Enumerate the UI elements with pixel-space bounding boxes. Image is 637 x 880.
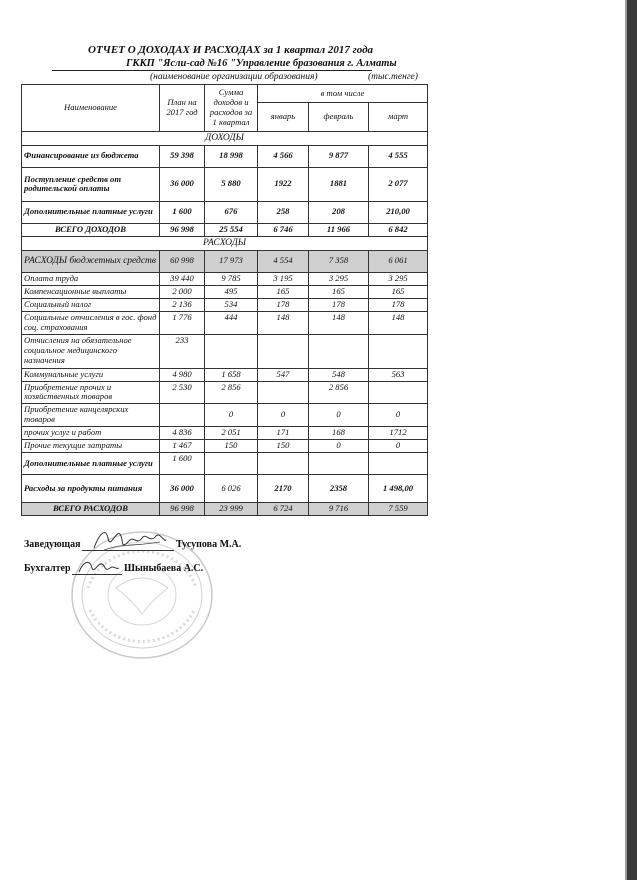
cell-mar: 563 [369,368,428,381]
cell-plan: 1 600 [160,453,205,475]
cell-mar: 7 559 [369,503,428,516]
table-row [22,404,428,427]
row-name: Оплата труда [22,272,160,285]
cell-jan: 148 [258,311,309,334]
cell-jan: 4 554 [258,250,309,272]
cell-feb: 11 966 [309,223,369,236]
cell-mar: 165 [369,285,428,298]
cell-plan: 96 998 [160,223,205,236]
cell-mar [369,453,428,475]
col-header-plan: План на 2017 год [160,85,205,132]
cell-mar: 1712 [369,427,428,440]
cell-feb: 148 [309,311,369,334]
cell-mar: 178 [369,298,428,311]
cell-jan [258,334,309,368]
cell-mar: 3 295 [369,272,428,285]
table-row [22,285,428,298]
cell-jan: 178 [258,298,309,311]
cell-feb [309,334,369,368]
row-name: Приобретение канцелярских товаров [22,404,160,427]
row-name: Коммунальные услуги [22,368,160,381]
col-header-feb: февраль [309,103,369,132]
row-name: Поступление средств от родительской оплаты [22,167,160,201]
table-row [22,167,428,201]
row-name: Расходы за продукты питания [22,475,160,503]
cell-mar [369,381,428,404]
cell-plan: 96 998 [160,503,205,516]
cell-mar: 2 077 [369,167,428,201]
cell-jan: 1922 [258,167,309,201]
head-signature [90,524,170,556]
row-name: РАСХОДЫ бюджетных средств [22,250,160,272]
cell-feb: 0 [309,440,369,453]
accountant-role-label: Бухгалтер [24,563,71,574]
row-name: Дополнительные платные услуги [22,201,160,223]
cell-jan: 0 [258,404,309,427]
cell-sum [205,334,258,368]
organization-underline [52,70,372,71]
cell-sum: 18 998 [205,145,258,167]
cell-mar: 6 842 [369,223,428,236]
cell-sum: 0 [205,404,258,427]
row-name: Приобретение прочих и хозяйственных товаров [22,381,160,404]
row-name: Прочие текущие затраты [22,440,160,453]
paid-services-row [22,453,428,475]
cell-sum: 23 999 [205,503,258,516]
cell-plan: 36 000 [160,475,205,503]
cell-mar: 210,00 [369,201,428,223]
table-row [22,440,428,453]
cell-plan: 1 467 [160,440,205,453]
head-name: Тусупова М.А. [176,539,242,550]
cell-mar: 1 498,00 [369,475,428,503]
row-name: ВСЕГО РАСХОДОВ [22,503,160,516]
col-header-sum: Сумма доходов и расходов за 1 квартал [205,85,258,132]
cell-mar: 4 555 [369,145,428,167]
cell-sum: 9 785 [205,272,258,285]
cell-plan: 36 000 [160,167,205,201]
cell-mar: 0 [369,404,428,427]
cell-jan: 258 [258,201,309,223]
table-row [22,427,428,440]
col-header-including: в том числе [258,85,428,103]
row-name: Социальный налог [22,298,160,311]
income-total-row [22,223,428,236]
cell-feb: 0 [309,404,369,427]
cell-jan [258,453,309,475]
table-row [22,311,428,334]
cell-jan: 3 195 [258,272,309,285]
cell-sum: 495 [205,285,258,298]
scan-border [627,0,637,880]
accountant-name: Шыныбаева А.С. [124,563,204,574]
section-expense [22,236,428,250]
organization-name: ГККП "Ясли-сад №16 "Управление бразования г. Алматы [126,58,397,69]
row-name: Социальные отчисления в гос. фонд соц. страхования [22,311,160,334]
cell-sum: 25 554 [205,223,258,236]
table-row [22,145,428,167]
cell-feb: 9 716 [309,503,369,516]
cell-feb: 168 [309,427,369,440]
cell-plan: 1 776 [160,311,205,334]
organization-caption: (наименование организации образования) [150,72,318,82]
cell-jan: 6 746 [258,223,309,236]
col-header-mar: март [369,103,428,132]
row-name: Дополнительные платные услуги [22,453,160,475]
cell-plan: 233 [160,334,205,368]
cell-sum: 534 [205,298,258,311]
cell-plan: 4 980 [160,368,205,381]
section-title-expense: РАСХОДЫ [22,236,428,250]
cell-jan: 165 [258,285,309,298]
cell-plan: 2 136 [160,298,205,311]
head-role-label: Заведующая [24,539,81,550]
row-name: Отчисления на обязательное социальное медицинского назначения [22,334,160,368]
table-header-row [22,85,428,103]
cell-plan: 60 998 [160,250,205,272]
table-row [22,201,428,223]
table-row [22,334,428,368]
col-header-name: Наименование [22,85,160,132]
cell-jan [258,381,309,404]
cell-sum: 2 051 [205,427,258,440]
cell-feb: 7 358 [309,250,369,272]
cell-jan: 4 566 [258,145,309,167]
cell-sum [205,453,258,475]
cell-feb [309,453,369,475]
cell-feb: 178 [309,298,369,311]
cell-sum: 676 [205,201,258,223]
food-row [22,475,428,503]
cell-jan: 171 [258,427,309,440]
expense-budget-row [22,250,428,272]
cell-mar: 148 [369,311,428,334]
section-title-income: ДОХОДЫ [22,132,428,146]
cell-plan: 2 530 [160,381,205,404]
cell-jan: 150 [258,440,309,453]
col-header-jan: январь [258,103,309,132]
cell-feb: 1881 [309,167,369,201]
cell-plan: 1 600 [160,201,205,223]
cell-feb: 548 [309,368,369,381]
row-name: Компенсационные выплаты [22,285,160,298]
report-table [21,84,428,516]
cell-jan: 2170 [258,475,309,503]
cell-sum: 2 856 [205,381,258,404]
cell-mar [369,334,428,368]
cell-plan: 59 398 [160,145,205,167]
cell-feb: 2 856 [309,381,369,404]
units-label: (тыс.тенге) [368,72,418,82]
cell-feb: 3 295 [309,272,369,285]
cell-sum: 150 [205,440,258,453]
cell-plan: 39 440 [160,272,205,285]
cell-feb: 165 [309,285,369,298]
cell-sum: 444 [205,311,258,334]
cell-plan [160,404,205,427]
cell-jan: 6 724 [258,503,309,516]
cell-feb: 9 877 [309,145,369,167]
cell-plan: 4 836 [160,427,205,440]
cell-mar: 6 061 [369,250,428,272]
cell-sum: 6 026 [205,475,258,503]
cell-feb: 2358 [309,475,369,503]
cell-plan: 2 000 [160,285,205,298]
cell-sum: 5 880 [205,167,258,201]
cell-feb: 208 [309,201,369,223]
table-row [22,272,428,285]
cell-jan: 547 [258,368,309,381]
row-name: ВСЕГО ДОХОДОВ [22,223,160,236]
cell-sum: 17 973 [205,250,258,272]
report-title: ОТЧЕТ О ДОХОДАХ И РАСХОДАХ за 1 квартал 2017 года [88,44,374,56]
accountant-signature [76,556,122,578]
row-name: Финансирование из бюджета [22,145,160,167]
expense-total-row [22,503,428,516]
table-row [22,368,428,381]
cell-mar: 0 [369,440,428,453]
cell-sum: 1 658 [205,368,258,381]
table-row [22,381,428,404]
table-row [22,298,428,311]
row-name: прочих услуг и работ [22,427,160,440]
section-income [22,132,428,146]
